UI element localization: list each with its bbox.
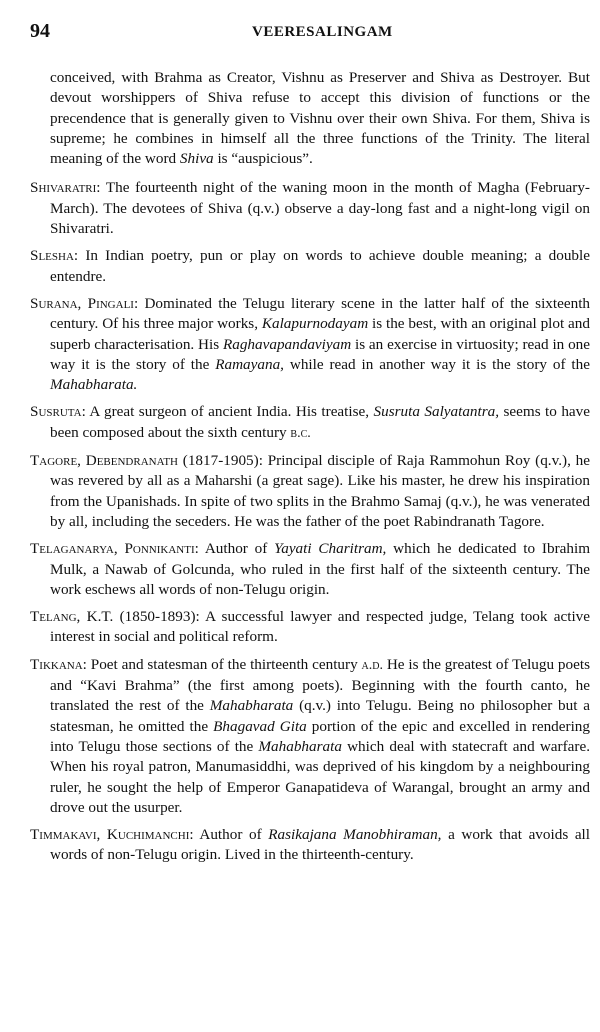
entry-timmakavi-kuchimanchi: Timmakavi, Kuchimanchi: Author of Rasikajana Manobhiraman, a work that avoids all words of non-Telugu origin. Lived in the thirteenth-century.	[30, 826, 590, 864]
entry-term: Telaganarya, Ponnikanti:	[30, 540, 199, 558]
page-header	[30, 20, 590, 50]
entry-term: Shivaratri:	[30, 179, 101, 197]
entry-slesha: Slesha: In Indian poetry, pun or play on words to achieve double meaning; a double entendre.	[30, 247, 590, 285]
entry-tikkana: Tikkana: Poet and statesman of the thirteenth century a.d. He is the greatest of Telugu poets and “Kavi Brahma” (the first among poets). Beginning with the fourth canto, he translated the rest of the Mahabharata (q.v.) into Telugu. Being no philosopher but a statesman, he omitted the Bhagavad Gita portion of the epic and excelled in rendering into Telugu those sections of the Mahabharata which deal with statecraft and warfare. When his royal patron, Manumasiddhi, was deprived of his kingdom by a neighbouring ruler, he sought the help of Emperor Ganapatideva of Warangal, brought an army and drove out the usurper.	[30, 655, 590, 816]
entry-term: Susruta:	[30, 403, 86, 421]
glossary-body	[30, 68, 590, 873]
entry-term: Tagore, Debendranath	[30, 452, 178, 470]
entry-term: Telang, K.T.	[30, 608, 114, 626]
entry-surana-pingali: Surana, Pingali: Dominated the Telugu literary scene in the latter half of the sixteenth century. Of his three major works, Kalapurnodayam is the best, with an original plot and superb characterisation. His Raghavapandaviyam is an exercise in virtuosity; read in one way it is the story of the Ramayana, while read in another way it is the story of the Mahabharata.	[30, 294, 591, 394]
entry-term: Slesha:	[30, 247, 79, 265]
entry-tagore-debendranath: Tagore, Debendranath (1817-1905): Principal disciple of Raja Rammohun Roy (q.v.), he was revered by all as a Maharshi (a great sage). Like his master, he drew his inspiration from the Upanishads. In spite of two splits in the Brahmo Samaj (q.v.), he was venerated by all, including the seceders. He was the father of the poet Rabindranath Tagore.	[30, 452, 590, 530]
entry-term: Timmakavi, Kuchimanchi:	[30, 826, 194, 844]
entry-term: Surana, Pingali:	[30, 294, 139, 312]
entry-term: Tikkana:	[30, 655, 87, 673]
entry-shivaratri: Shivaratri: The fourteenth night of the waning moon in the month of Magha (February-March). The devotees of Shiva (q.v.) observe a day-long fast and a night-long vigil on Shivaratri.	[30, 179, 590, 238]
entry-susruta: Susruta: A great surgeon of ancient India. His treatise, Susruta Salyatantra, seems to have been composed about the sixth century b.c.	[30, 403, 590, 441]
continued-entry: conceived, with Brahma as Creator, Vishnu as Preserver and Shiva as Destroyer. But devout worshippers of Shiva refuse to accept this division of functions or the precendence that is generally given to Vishnu over their own Shiva. For them, Shiva is supreme; he combines in himself all the three functions of the Trinity. The literal meaning of the word Shiva is “auspicious”.	[50, 69, 590, 168]
entry-telaganarya-ponnikanti: Telaganarya, Ponnikanti: Author of Yayati Charitram, which he dedicated to Ibrahim Mulk, a Nawab of Golcunda, who ruled in the first half of the sixteenth century. The work eschews all words of non-Telugu origin.	[30, 540, 591, 598]
running-head: VEERESALINGAM	[252, 24, 393, 40]
entry-telang-kt: Telang, K.T. (1850-1893): A successful lawyer and respected judge, Telang took active interest in social and political reform.	[30, 608, 590, 646]
page-number: 94	[30, 20, 50, 42]
